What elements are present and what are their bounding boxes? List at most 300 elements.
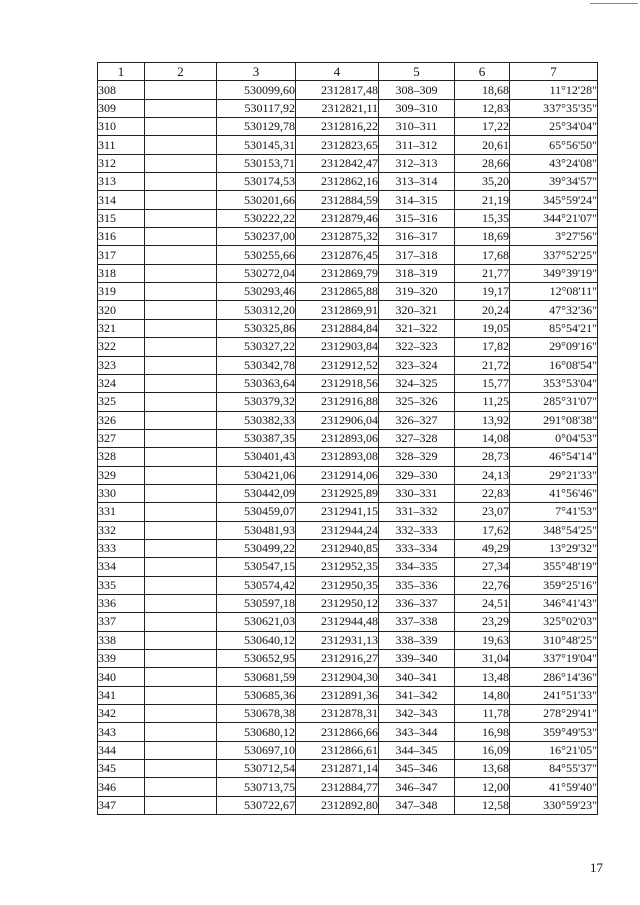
table-cell-col-3: 530237,00 [217,228,296,246]
table-cell-col-5: 316–317 [379,228,455,246]
table-cell-col-6: 11,25 [455,393,510,411]
table-cell-col-7: 348°54'25" [510,521,598,539]
table-cell-col-4: 2312940,85 [296,539,379,557]
table-cell-col-7: 330°59'23" [510,796,598,814]
table-row [98,668,598,686]
table-cell-col-1: 315 [98,209,145,227]
table-cell-col-4: 2312876,45 [296,246,379,264]
table-cell-col-5: 310–311 [379,118,455,136]
table-cell-col-1: 346 [98,778,145,796]
top-edge-rule [590,3,638,4]
table-cell-col-3: 530499,22 [217,539,296,557]
table-cell-col-3: 530574,42 [217,576,296,594]
table-cell-col-3: 530713,75 [217,778,296,796]
table-cell-col-7: 12°08'11" [510,283,598,301]
table-cell-col-3: 530293,46 [217,283,296,301]
table-cell-col-1: 331 [98,503,145,521]
table-cell-col-5: 340–341 [379,668,455,686]
table-cell-col-5: 312–313 [379,154,455,172]
table-cell-col-5: 345–346 [379,760,455,778]
table-cell-col-2 [145,429,217,447]
table-cell-col-5: 347–348 [379,796,455,814]
table-cell-col-2 [145,686,217,704]
table-cell-col-6: 17,68 [455,246,510,264]
table-cell-col-7: 349°39'19" [510,264,598,282]
table-row [98,705,598,723]
table-cell-col-7: 47°32'36" [510,301,598,319]
table-row [98,264,598,282]
table-cell-col-1: 337 [98,613,145,631]
table-cell-col-4: 2312869,79 [296,264,379,282]
table-cell-col-7: 346°41'43" [510,594,598,612]
table-cell-col-5: 326–327 [379,411,455,429]
table-row [98,741,598,759]
table-cell-col-6: 15,77 [455,374,510,392]
table-cell-col-2 [145,264,217,282]
table-cell-col-2 [145,668,217,686]
table-cell-col-1: 333 [98,539,145,557]
table-cell-col-1: 310 [98,118,145,136]
table-cell-col-6: 24,51 [455,594,510,612]
table-cell-col-4: 2312878,31 [296,705,379,723]
table-cell-col-5: 339–340 [379,650,455,668]
table-cell-col-1: 345 [98,760,145,778]
table-cell-col-2 [145,650,217,668]
table-header [98,63,598,81]
table-cell-col-3: 530697,10 [217,741,296,759]
table-row [98,558,598,576]
table-cell-col-2 [145,466,217,484]
table-cell-col-1: 341 [98,686,145,704]
table-cell-col-3: 530255,66 [217,246,296,264]
table-cell-col-4: 2312823,65 [296,136,379,154]
table-cell-col-7: 0°04'53" [510,429,598,447]
table-cell-col-7: 29°09'16" [510,338,598,356]
table-cell-col-6: 24,13 [455,466,510,484]
table-cell-col-2 [145,594,217,612]
table-cell-col-6: 19,17 [455,283,510,301]
table-row [98,539,598,557]
table-cell-col-7: 353°53'04" [510,374,598,392]
table-cell-col-2 [145,173,217,191]
table-cell-col-6: 17,82 [455,338,510,356]
table-cell-col-4: 2312816,22 [296,118,379,136]
table-cell-col-5: 342–343 [379,705,455,723]
table-cell-col-6: 22,76 [455,576,510,594]
table-cell-col-5: 308–309 [379,81,455,99]
table-cell-col-1: 332 [98,521,145,539]
table-body [98,81,598,815]
table-row [98,209,598,227]
table-cell-col-7: 286°14'36" [510,668,598,686]
table-cell-col-7: 344°21'07" [510,209,598,227]
table-cell-col-1: 309 [98,99,145,117]
table-cell-col-3: 530401,43 [217,448,296,466]
table-cell-col-6: 14,80 [455,686,510,704]
table-cell-col-4: 2312916,88 [296,393,379,411]
table-cell-col-7: 337°35'35" [510,99,598,117]
table-cell-col-1: 340 [98,668,145,686]
table-cell-col-3: 530201,66 [217,191,296,209]
table-row [98,760,598,778]
table-cell-col-7: 291°08'38" [510,411,598,429]
table-cell-col-6: 21,77 [455,264,510,282]
table-cell-col-1: 313 [98,173,145,191]
table-cell-col-1: 316 [98,228,145,246]
table-cell-col-7: 285°31'07" [510,393,598,411]
table-cell-col-7: 16°21'05" [510,741,598,759]
table-cell-col-3: 530680,12 [217,723,296,741]
table-cell-col-1: 338 [98,631,145,649]
table-cell-col-4: 2312817,48 [296,81,379,99]
table-cell-col-4: 2312950,12 [296,594,379,612]
table-cell-col-6: 31,04 [455,650,510,668]
table-cell-col-4: 2312944,24 [296,521,379,539]
table-cell-col-1: 321 [98,319,145,337]
table-cell-col-5: 336–337 [379,594,455,612]
table-row [98,448,598,466]
table-cell-col-2 [145,191,217,209]
table-cell-col-2 [145,521,217,539]
table-cell-col-4: 2312944,48 [296,613,379,631]
table-cell-col-1: 325 [98,393,145,411]
header-col-6: 6 [455,63,510,81]
table-cell-col-4: 2312862,16 [296,173,379,191]
table-cell-col-7: 337°19'04" [510,650,598,668]
table-row [98,503,598,521]
table-cell-col-2 [145,503,217,521]
table-cell-col-3: 530099,60 [217,81,296,99]
table-cell-col-7: 16°08'54" [510,356,598,374]
table-cell-col-4: 2312931,13 [296,631,379,649]
table-cell-col-5: 321–322 [379,319,455,337]
table-cell-col-2 [145,209,217,227]
table-cell-col-7: 310°48'25" [510,631,598,649]
table-cell-col-3: 530379,32 [217,393,296,411]
table-cell-col-5: 346–347 [379,778,455,796]
table-cell-col-2 [145,411,217,429]
table-row [98,393,598,411]
header-col-3: 3 [217,63,296,81]
table-cell-col-7: 3°27'56" [510,228,598,246]
table-row [98,356,598,374]
table-cell-col-7: 25°34'04" [510,118,598,136]
table-cell-col-6: 18,68 [455,81,510,99]
table-cell-col-2 [145,796,217,814]
table-row [98,338,598,356]
page-number: 17 [590,860,603,875]
table-cell-col-7: 41°59'40" [510,778,598,796]
table-cell-col-6: 14,08 [455,429,510,447]
table-cell-col-5: 329–330 [379,466,455,484]
table-cell-col-2 [145,374,217,392]
table-cell-col-4: 2312884,77 [296,778,379,796]
table-cell-col-6: 49,29 [455,539,510,557]
table-cell-col-1: 344 [98,741,145,759]
table-cell-col-3: 530129,78 [217,118,296,136]
table-cell-col-7: 65°56'50" [510,136,598,154]
table-cell-col-3: 530685,36 [217,686,296,704]
table-cell-col-5: 314–315 [379,191,455,209]
table-cell-col-6: 17,62 [455,521,510,539]
table-cell-col-5: 311–312 [379,136,455,154]
table-row [98,246,598,264]
table-cell-col-5: 337–338 [379,613,455,631]
table-cell-col-7: 359°49'53" [510,723,598,741]
table-cell-col-4: 2312904,30 [296,668,379,686]
table-cell-col-1: 334 [98,558,145,576]
table-cell-col-3: 530153,71 [217,154,296,172]
table-cell-col-6: 13,92 [455,411,510,429]
table-cell-col-7: 84°55'37" [510,760,598,778]
table-cell-col-4: 2312918,56 [296,374,379,392]
table-cell-col-3: 530145,31 [217,136,296,154]
header-col-5: 5 [379,63,455,81]
header-col-1: 1 [98,63,145,81]
table-cell-col-6: 13,68 [455,760,510,778]
table-cell-col-1: 330 [98,484,145,502]
table-cell-col-3: 530363,64 [217,374,296,392]
table-cell-col-6: 23,07 [455,503,510,521]
table-row [98,594,598,612]
table-cell-col-2 [145,558,217,576]
table-cell-col-5: 341–342 [379,686,455,704]
table-cell-col-1: 329 [98,466,145,484]
table-cell-col-1: 347 [98,796,145,814]
table-cell-col-6: 28,66 [455,154,510,172]
table-cell-col-5: 328–329 [379,448,455,466]
table-cell-col-4: 2312884,84 [296,319,379,337]
table-cell-col-2 [145,136,217,154]
table-cell-col-6: 21,19 [455,191,510,209]
table-cell-col-4: 2312952,35 [296,558,379,576]
table-cell-col-4: 2312821,11 [296,99,379,117]
table-row [98,796,598,814]
table-cell-col-3: 530722,67 [217,796,296,814]
table-cell-col-4: 2312903,84 [296,338,379,356]
table-row [98,191,598,209]
table-cell-col-5: 332–333 [379,521,455,539]
table-cell-col-1: 324 [98,374,145,392]
table-cell-col-3: 530712,54 [217,760,296,778]
table-cell-col-4: 2312865,88 [296,283,379,301]
table-row [98,411,598,429]
table-cell-col-6: 23,29 [455,613,510,631]
table-row [98,613,598,631]
table-row [98,81,598,99]
table-cell-col-5: 324–325 [379,374,455,392]
table-cell-col-5: 343–344 [379,723,455,741]
table-cell-col-1: 335 [98,576,145,594]
table-row [98,136,598,154]
table-cell-col-4: 2312906,04 [296,411,379,429]
table-cell-col-1: 322 [98,338,145,356]
table-cell-col-1: 327 [98,429,145,447]
table-cell-col-2 [145,228,217,246]
table-cell-col-5: 323–324 [379,356,455,374]
table-row [98,173,598,191]
table-cell-col-4: 2312893,08 [296,448,379,466]
table-cell-col-6: 12,00 [455,778,510,796]
table-cell-col-5: 331–332 [379,503,455,521]
table-cell-col-6: 35,20 [455,173,510,191]
coordinates-table [97,62,598,815]
table-row [98,118,598,136]
table-cell-col-2 [145,356,217,374]
table-cell-col-6: 17,22 [455,118,510,136]
table-cell-col-5: 322–323 [379,338,455,356]
table-cell-col-4: 2312869,91 [296,301,379,319]
table-cell-col-6: 20,24 [455,301,510,319]
table-cell-col-3: 530597,18 [217,594,296,612]
table-cell-col-5: 318–319 [379,264,455,282]
table-cell-col-2 [145,576,217,594]
table-cell-col-1: 343 [98,723,145,741]
table-cell-col-7: 278°29'41" [510,705,598,723]
table-cell-col-3: 530640,12 [217,631,296,649]
table-cell-col-6: 11,78 [455,705,510,723]
table-row [98,319,598,337]
table-row [98,466,598,484]
table-cell-col-3: 530174,53 [217,173,296,191]
table-cell-col-3: 530621,03 [217,613,296,631]
table-cell-col-2 [145,539,217,557]
table-cell-col-5: 313–314 [379,173,455,191]
table-cell-col-4: 2312925,89 [296,484,379,502]
table-cell-col-7: 43°24'08" [510,154,598,172]
table-cell-col-6: 19,63 [455,631,510,649]
table-row [98,429,598,447]
table-row [98,576,598,594]
table-cell-col-5: 317–318 [379,246,455,264]
table-cell-col-7: 13°29'32" [510,539,598,557]
table-cell-col-5: 335–336 [379,576,455,594]
table-row [98,723,598,741]
table-cell-col-7: 359°25'16" [510,576,598,594]
table-cell-col-7: 29°21'33" [510,466,598,484]
table-cell-col-5: 319–320 [379,283,455,301]
table-cell-col-1: 312 [98,154,145,172]
table-cell-col-3: 530678,38 [217,705,296,723]
table-cell-col-1: 320 [98,301,145,319]
table-cell-col-1: 323 [98,356,145,374]
table-cell-col-1: 319 [98,283,145,301]
table-cell-col-3: 530222,22 [217,209,296,227]
table-cell-col-6: 20,61 [455,136,510,154]
table-cell-col-6: 18,69 [455,228,510,246]
table-cell-col-7: 85°54'21" [510,319,598,337]
table-cell-col-7: 11°12'28" [510,81,598,99]
table-cell-col-7: 355°48'19" [510,558,598,576]
table-cell-col-4: 2312941,15 [296,503,379,521]
table-cell-col-2 [145,301,217,319]
table-row [98,301,598,319]
table-cell-col-1: 314 [98,191,145,209]
table-cell-col-5: 325–326 [379,393,455,411]
table-row [98,228,598,246]
table-cell-col-5: 344–345 [379,741,455,759]
table-cell-col-2 [145,760,217,778]
table-row [98,484,598,502]
table-cell-col-5: 315–316 [379,209,455,227]
table-cell-col-6: 16,98 [455,723,510,741]
table-cell-col-6: 12,58 [455,796,510,814]
table-cell-col-5: 333–334 [379,539,455,557]
table-cell-col-4: 2312879,46 [296,209,379,227]
table-cell-col-4: 2312912,52 [296,356,379,374]
table-cell-col-1: 318 [98,264,145,282]
table-cell-col-2 [145,99,217,117]
table-row [98,631,598,649]
table-cell-col-2 [145,778,217,796]
table-cell-col-3: 530312,20 [217,301,296,319]
table-cell-col-7: 241°51'33" [510,686,598,704]
table-cell-col-6: 28,73 [455,448,510,466]
table-cell-col-4: 2312842,47 [296,154,379,172]
table-cell-col-6: 22,83 [455,484,510,502]
table-cell-col-5: 330–331 [379,484,455,502]
table-row [98,521,598,539]
table-cell-col-2 [145,81,217,99]
table-cell-col-2 [145,283,217,301]
table-cell-col-4: 2312866,61 [296,741,379,759]
table-cell-col-1: 317 [98,246,145,264]
table-row [98,99,598,117]
table-row [98,686,598,704]
table-cell-col-3: 530272,04 [217,264,296,282]
table-cell-col-2 [145,484,217,502]
table-cell-col-7: 337°52'25" [510,246,598,264]
table-cell-col-7: 325°02'03" [510,613,598,631]
table-cell-col-2 [145,393,217,411]
table-cell-col-3: 530342,78 [217,356,296,374]
table-cell-col-1: 326 [98,411,145,429]
table-cell-col-2 [145,741,217,759]
table-cell-col-4: 2312914,06 [296,466,379,484]
table-cell-col-3: 530382,33 [217,411,296,429]
table-cell-col-1: 342 [98,705,145,723]
table-cell-col-1: 311 [98,136,145,154]
table-cell-col-6: 16,09 [455,741,510,759]
table-cell-col-7: 41°56'46" [510,484,598,502]
table-cell-col-4: 2312916,27 [296,650,379,668]
table-cell-col-3: 530325,86 [217,319,296,337]
table-cell-col-4: 2312871,14 [296,760,379,778]
table-cell-col-2 [145,246,217,264]
table-cell-col-2 [145,705,217,723]
header-col-2: 2 [145,63,217,81]
table-cell-col-3: 530481,93 [217,521,296,539]
table-cell-col-1: 336 [98,594,145,612]
table-cell-col-6: 19,05 [455,319,510,337]
table-cell-col-2 [145,338,217,356]
table-cell-col-2 [145,154,217,172]
table-cell-col-1: 339 [98,650,145,668]
table-cell-col-5: 327–328 [379,429,455,447]
table-cell-col-6: 21,72 [455,356,510,374]
table-cell-col-4: 2312950,35 [296,576,379,594]
table-cell-col-6: 27,34 [455,558,510,576]
table-cell-col-3: 530327,22 [217,338,296,356]
table-row [98,283,598,301]
table-cell-col-1: 328 [98,448,145,466]
table-cell-col-3: 530459,07 [217,503,296,521]
table-cell-col-7: 345°59'24" [510,191,598,209]
table-cell-col-2 [145,448,217,466]
table-cell-col-3: 530547,15 [217,558,296,576]
table-cell-col-4: 2312893,06 [296,429,379,447]
table-cell-col-1: 308 [98,81,145,99]
